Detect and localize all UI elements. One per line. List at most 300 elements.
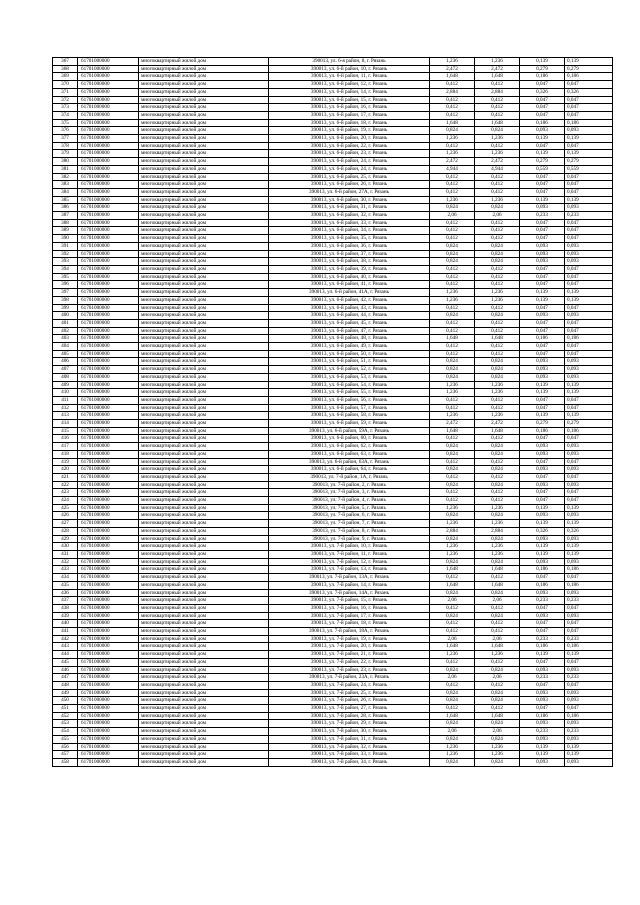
table-row [53, 543, 613, 551]
value-3-cell: 0,139 [520, 743, 565, 751]
value-1-cell: 0,412 [430, 396, 475, 404]
object-type-cell: многоквартирный жилой дом [139, 743, 269, 751]
address-cell: 390013, ул. 6-й район, 24, г. Рязань [269, 158, 430, 166]
oktmo-code-cell: 61701000000 [78, 58, 139, 66]
oktmo-code-cell: 61701000000 [78, 273, 139, 281]
oktmo-code-cell: 61701000000 [78, 304, 139, 312]
value-2-cell: 0,412 [475, 81, 520, 89]
oktmo-code-cell: 61701000000 [78, 604, 139, 612]
row-number-cell: 368 [53, 65, 78, 73]
value-2-cell: 0,412 [475, 658, 520, 666]
object-type-cell: многоквартирный жилой дом [139, 497, 269, 505]
oktmo-code-cell: 61701000000 [78, 173, 139, 181]
value-3-cell: 0,093 [520, 535, 565, 543]
value-2-cell: 0,412 [475, 304, 520, 312]
value-1-cell: 0,412 [430, 273, 475, 281]
address-cell: 390013, ул. 6-й район, 17, г. Рязань [269, 111, 430, 119]
value-3-cell: 0,047 [520, 489, 565, 497]
value-2-cell: 0,412 [475, 473, 520, 481]
value-3-cell: 0,093 [520, 589, 565, 597]
row-number-cell: 414 [53, 420, 78, 428]
value-1-cell: 0,412 [430, 343, 475, 351]
row-number-cell: 369 [53, 73, 78, 81]
table-row [53, 96, 613, 104]
value-3-cell: 0,186 [520, 566, 565, 574]
value-4-cell: 0,093 [565, 127, 613, 135]
row-number-cell: 408 [53, 373, 78, 381]
value-2-cell: 1,648 [475, 427, 520, 435]
value-3-cell: 0,326 [520, 88, 565, 96]
row-number-cell: 395 [53, 273, 78, 281]
table-row [53, 427, 613, 435]
row-number-cell: 458 [53, 758, 78, 766]
value-1-cell: 0,824 [430, 358, 475, 366]
object-type-cell: многоквартирный жилой дом [139, 427, 269, 435]
value-3-cell: 0,093 [520, 250, 565, 258]
value-1-cell: 1,648 [430, 712, 475, 720]
table-row [53, 589, 613, 597]
row-number-cell: 441 [53, 628, 78, 636]
address-cell: 390013, ул. 6-й район, 18, г. Рязань [269, 119, 430, 127]
object-type-cell: многоквартирный жилой дом [139, 73, 269, 81]
value-2-cell: 0,824 [475, 666, 520, 674]
address-cell: 390013, ул. 7-й район, 20, г. Рязань [269, 643, 430, 651]
oktmo-code-cell: 61701000000 [78, 373, 139, 381]
object-type-cell: многоквартирный жилой дом [139, 88, 269, 96]
object-type-cell: многоквартирный жилой дом [139, 150, 269, 158]
value-1-cell: 1,236 [430, 743, 475, 751]
oktmo-code-cell: 61701000000 [78, 574, 139, 582]
value-1-cell: 1,648 [430, 119, 475, 127]
oktmo-code-cell: 61701000000 [78, 281, 139, 289]
value-1-cell: 2,06 [430, 212, 475, 220]
object-type-cell: многоквартирный жилой дом [139, 250, 269, 258]
address-cell: 390013, ул. 7-й район, 12, г. Рязань [269, 558, 430, 566]
object-type-cell: многоквартирный жилой дом [139, 535, 269, 543]
row-number-cell: 383 [53, 181, 78, 189]
value-4-cell: 0,093 [565, 242, 613, 250]
row-number-cell: 415 [53, 427, 78, 435]
value-1-cell: 0,824 [430, 589, 475, 597]
value-3-cell: 0,186 [520, 73, 565, 81]
object-type-cell: многоквартирный жилой дом [139, 420, 269, 428]
row-number-cell: 450 [53, 697, 78, 705]
object-type-cell: многоквартирный жилой дом [139, 712, 269, 720]
address-cell: 390013, ул. 6-й район, 48, г. Рязань [269, 335, 430, 343]
object-type-cell: многоквартирный жилой дом [139, 281, 269, 289]
value-2-cell: 1,236 [475, 520, 520, 528]
value-3-cell: 0,186 [520, 335, 565, 343]
address-cell: 390013, ул. 7-й район, 23, г. Рязань [269, 666, 430, 674]
value-3-cell: 0,139 [520, 150, 565, 158]
value-2-cell: 0,824 [475, 127, 520, 135]
table-row [53, 504, 613, 512]
oktmo-code-cell: 61701000000 [78, 712, 139, 720]
value-1-cell: 0,412 [430, 181, 475, 189]
oktmo-code-cell: 61701000000 [78, 142, 139, 150]
row-number-cell: 455 [53, 735, 78, 743]
value-4-cell: 0,093 [565, 535, 613, 543]
value-4-cell: 0,093 [565, 612, 613, 620]
value-2-cell: 1,236 [475, 651, 520, 659]
table-row [53, 104, 613, 112]
oktmo-code-cell: 61701000000 [78, 81, 139, 89]
row-number-cell: 387 [53, 212, 78, 220]
table-row [53, 181, 613, 189]
value-3-cell: 0,093 [520, 366, 565, 374]
value-1-cell: 0,412 [430, 327, 475, 335]
value-3-cell: 0,139 [520, 296, 565, 304]
oktmo-code-cell: 61701000000 [78, 88, 139, 96]
value-4-cell: 0,186 [565, 119, 613, 127]
object-type-cell: многоквартирный жилой дом [139, 728, 269, 736]
row-number-cell: 417 [53, 443, 78, 451]
row-number-cell: 413 [53, 412, 78, 420]
object-type-cell: многоквартирный жилой дом [139, 158, 269, 166]
value-3-cell: 0,047 [520, 104, 565, 112]
row-number-cell: 423 [53, 489, 78, 497]
address-cell: 390013, ул. 7-й район, 31, г. Рязань [269, 735, 430, 743]
object-type-cell: многоквартирный жилой дом [139, 96, 269, 104]
value-2-cell: 1,236 [475, 751, 520, 759]
row-number-cell: 429 [53, 535, 78, 543]
value-3-cell: 0,186 [520, 712, 565, 720]
oktmo-code-cell: 61701000000 [78, 335, 139, 343]
oktmo-code-cell: 61701000000 [78, 265, 139, 273]
address-cell: 390013, ул. 6-й район, 35, г. Рязань [269, 235, 430, 243]
oktmo-code-cell: 61701000000 [78, 327, 139, 335]
value-1-cell: 0,412 [430, 319, 475, 327]
address-cell: 390013, ул. 6-й район, 58, г. Рязань [269, 412, 430, 420]
value-2-cell: 1,236 [475, 289, 520, 297]
value-2-cell: 0,412 [475, 265, 520, 273]
row-number-cell: 372 [53, 96, 78, 104]
value-3-cell: 0,559 [520, 165, 565, 173]
value-3-cell: 0,093 [520, 612, 565, 620]
value-1-cell: 0,824 [430, 258, 475, 266]
object-type-cell: многоквартирный жилой дом [139, 435, 269, 443]
row-number-cell: 451 [53, 705, 78, 713]
value-3-cell: 0,047 [520, 188, 565, 196]
row-number-cell: 374 [53, 111, 78, 119]
value-1-cell: 0,824 [430, 720, 475, 728]
oktmo-code-cell: 61701000000 [78, 635, 139, 643]
value-3-cell: 0,093 [520, 373, 565, 381]
value-1-cell: 0,412 [430, 96, 475, 104]
table-row [53, 473, 613, 481]
value-1-cell: 0,824 [430, 373, 475, 381]
value-1-cell: 0,412 [430, 188, 475, 196]
value-2-cell: 0,412 [475, 350, 520, 358]
value-3-cell: 0,047 [520, 435, 565, 443]
address-cell: 390013, ул. 6-й район, 19, г. Рязань [269, 127, 430, 135]
value-1-cell: 1,236 [430, 504, 475, 512]
oktmo-code-cell: 61701000000 [78, 566, 139, 574]
value-1-cell: 0,412 [430, 227, 475, 235]
address-cell: 390013, ул. 7-й район, 1А, г. Рязань [269, 473, 430, 481]
value-2-cell: 0,824 [475, 697, 520, 705]
value-4-cell: 0,047 [565, 281, 613, 289]
oktmo-code-cell: 61701000000 [78, 250, 139, 258]
object-type-cell: многоквартирный жилой дом [139, 258, 269, 266]
value-2-cell: 0,824 [475, 466, 520, 474]
value-2-cell: 0,412 [475, 96, 520, 104]
value-3-cell: 0,093 [520, 450, 565, 458]
object-type-cell: многоквартирный жилой дом [139, 574, 269, 582]
value-2-cell: 1,236 [475, 551, 520, 559]
value-4-cell: 0,047 [565, 235, 613, 243]
object-type-cell: многоквартирный жилой дом [139, 705, 269, 713]
value-4-cell: 0,139 [565, 150, 613, 158]
housing-table [52, 57, 613, 767]
value-3-cell: 0,047 [520, 327, 565, 335]
value-4-cell: 0,139 [565, 651, 613, 659]
value-4-cell: 0,326 [565, 527, 613, 535]
oktmo-code-cell: 61701000000 [78, 443, 139, 451]
value-3-cell: 0,047 [520, 273, 565, 281]
value-1-cell: 1,236 [430, 196, 475, 204]
value-2-cell: 0,824 [475, 373, 520, 381]
object-type-cell: многоквартирный жилой дом [139, 289, 269, 297]
oktmo-code-cell: 61701000000 [78, 420, 139, 428]
value-4-cell: 0,047 [565, 681, 613, 689]
table-row [53, 735, 613, 743]
address-cell: 390013, ул. 6-й район, 55, г. Рязань [269, 389, 430, 397]
address-cell: 390013, ул. 6-й район, 57, г. Рязань [269, 404, 430, 412]
value-2-cell: 1,648 [475, 73, 520, 81]
value-4-cell: 0,186 [565, 643, 613, 651]
value-1-cell: 0,412 [430, 111, 475, 119]
value-4-cell: 0,047 [565, 396, 613, 404]
value-4-cell: 0,093 [565, 450, 613, 458]
table-row [53, 188, 613, 196]
table-row [53, 58, 613, 66]
value-2-cell: 0,824 [475, 443, 520, 451]
value-4-cell: 0,093 [565, 758, 613, 766]
value-4-cell: 0,047 [565, 96, 613, 104]
value-3-cell: 0,139 [520, 412, 565, 420]
value-1-cell: 1,236 [430, 543, 475, 551]
object-type-cell: многоквартирный жилой дом [139, 165, 269, 173]
value-2-cell: 0,824 [475, 258, 520, 266]
row-number-cell: 428 [53, 527, 78, 535]
value-4-cell: 0,093 [565, 589, 613, 597]
address-cell: 390013, ул. 6-й район, 24, г. Рязань [269, 165, 430, 173]
address-cell: 390013, ул. 7-й район, 24, г. Рязань [269, 681, 430, 689]
table-row [53, 265, 613, 273]
row-number-cell: 403 [53, 335, 78, 343]
row-number-cell: 457 [53, 751, 78, 759]
value-3-cell: 0,047 [520, 396, 565, 404]
object-type-cell: многоквартирный жилой дом [139, 604, 269, 612]
value-1-cell: 0,824 [430, 735, 475, 743]
value-1-cell: 1,236 [430, 651, 475, 659]
value-1-cell: 1,236 [430, 135, 475, 143]
row-number-cell: 371 [53, 88, 78, 96]
row-number-cell: 452 [53, 712, 78, 720]
address-cell: 390013, ул. 6-й район, 64, г. Рязань [269, 466, 430, 474]
object-type-cell: многоквартирный жилой дом [139, 381, 269, 389]
row-number-cell: 373 [53, 104, 78, 112]
value-1-cell: 0,824 [430, 697, 475, 705]
object-type-cell: многоквартирный жилой дом [139, 697, 269, 705]
table-row [53, 435, 613, 443]
address-cell: 390013, ул. 7-й район, 34, г. Рязань [269, 758, 430, 766]
table-body [53, 58, 613, 767]
value-1-cell: 2,06 [430, 728, 475, 736]
table-row [53, 758, 613, 766]
value-2-cell: 2,06 [475, 728, 520, 736]
table-row [53, 273, 613, 281]
address-cell: 390013, ул. 6-й район, 45, г. Рязань [269, 319, 430, 327]
value-1-cell: 1,648 [430, 566, 475, 574]
value-2-cell: 0,412 [475, 681, 520, 689]
object-type-cell: многоквартирный жилой дом [139, 343, 269, 351]
value-2-cell: 0,412 [475, 343, 520, 351]
value-4-cell: 0,093 [565, 312, 613, 320]
table-row [53, 227, 613, 235]
value-1-cell: 1,236 [430, 520, 475, 528]
table-row [53, 705, 613, 713]
object-type-cell: многоквартирный жилой дом [139, 658, 269, 666]
table-row [53, 643, 613, 651]
value-2-cell: 1,236 [475, 389, 520, 397]
object-type-cell: многоквартирный жилой дом [139, 296, 269, 304]
value-3-cell: 0,047 [520, 343, 565, 351]
oktmo-code-cell: 61701000000 [78, 620, 139, 628]
row-number-cell: 389 [53, 227, 78, 235]
value-4-cell: 0,279 [565, 420, 613, 428]
oktmo-code-cell: 61701000000 [78, 427, 139, 435]
address-cell: 390013, ул. 6-й район, 53, г. Рязань [269, 373, 430, 381]
value-3-cell: 0,093 [520, 358, 565, 366]
object-type-cell: многоквартирный жилой дом [139, 81, 269, 89]
table-row [53, 212, 613, 220]
value-4-cell: 0,047 [565, 658, 613, 666]
oktmo-code-cell: 61701000000 [78, 481, 139, 489]
value-1-cell: 0,412 [430, 173, 475, 181]
oktmo-code-cell: 61701000000 [78, 689, 139, 697]
object-type-cell: многоквартирный жилой дом [139, 242, 269, 250]
address-cell: 390013, ул. 6-й район, 40, г. Рязань [269, 273, 430, 281]
value-1-cell: 0,412 [430, 628, 475, 636]
table-row [53, 119, 613, 127]
object-type-cell: многоквартирный жилой дом [139, 751, 269, 759]
value-4-cell: 0,047 [565, 219, 613, 227]
value-1-cell: 0,824 [430, 689, 475, 697]
value-3-cell: 0,186 [520, 643, 565, 651]
row-number-cell: 381 [53, 165, 78, 173]
object-type-cell: многоквартирный жилой дом [139, 597, 269, 605]
table-row [53, 396, 613, 404]
table-row [53, 235, 613, 243]
value-1-cell: 1,648 [430, 73, 475, 81]
value-4-cell: 0,093 [565, 558, 613, 566]
oktmo-code-cell: 61701000000 [78, 705, 139, 713]
row-number-cell: 394 [53, 265, 78, 273]
table-row [53, 689, 613, 697]
value-4-cell: 0,047 [565, 327, 613, 335]
oktmo-code-cell: 61701000000 [78, 343, 139, 351]
value-4-cell: 0,047 [565, 705, 613, 713]
oktmo-code-cell: 61701000000 [78, 628, 139, 636]
table-row [53, 728, 613, 736]
value-1-cell: 0,412 [430, 489, 475, 497]
row-number-cell: 384 [53, 188, 78, 196]
value-3-cell: 0,047 [520, 350, 565, 358]
address-cell: 390013, ул. 7-й район, 2, г. Рязань [269, 481, 430, 489]
address-cell: 390013, ул. 6-й район, 15, г. Рязань [269, 96, 430, 104]
value-4-cell: 0,139 [565, 381, 613, 389]
value-4-cell: 0,139 [565, 543, 613, 551]
table-row [53, 635, 613, 643]
table-row [53, 142, 613, 150]
row-number-cell: 418 [53, 450, 78, 458]
table-row [53, 751, 613, 759]
address-cell: 390013, ул. 7-й район, 10, г. Рязань [269, 543, 430, 551]
address-cell: 390013, ул. 6-й район, 23, г. Рязань [269, 150, 430, 158]
object-type-cell: многоквартирный жилой дом [139, 127, 269, 135]
object-type-cell: многоквартирный жилой дом [139, 181, 269, 189]
value-4-cell: 0,093 [565, 466, 613, 474]
row-number-cell: 396 [53, 281, 78, 289]
value-3-cell: 0,047 [520, 604, 565, 612]
address-cell: 390013, ул. 6-й район, 33, г. Рязань [269, 219, 430, 227]
value-4-cell: 0,186 [565, 335, 613, 343]
value-1-cell: 0,824 [430, 312, 475, 320]
value-4-cell: 0,047 [565, 628, 613, 636]
value-3-cell: 0,326 [520, 527, 565, 535]
value-4-cell: 0,047 [565, 304, 613, 312]
oktmo-code-cell: 61701000000 [78, 158, 139, 166]
value-2-cell: 1,648 [475, 119, 520, 127]
row-number-cell: 416 [53, 435, 78, 443]
row-number-cell: 435 [53, 581, 78, 589]
value-4-cell: 0,233 [565, 635, 613, 643]
oktmo-code-cell: 61701000000 [78, 589, 139, 597]
table-row [53, 466, 613, 474]
value-3-cell: 0,093 [520, 481, 565, 489]
table-row [53, 574, 613, 582]
row-number-cell: 390 [53, 235, 78, 243]
object-type-cell: многоквартирный жилой дом [139, 558, 269, 566]
address-cell: 390013, ул. 7-й район, 4, г. Рязань [269, 497, 430, 505]
row-number-cell: 392 [53, 250, 78, 258]
value-3-cell: 0,139 [520, 504, 565, 512]
value-3-cell: 0,233 [520, 597, 565, 605]
address-cell: 390013, ул. 7-й район, 17, г. Рязань [269, 612, 430, 620]
address-cell: 390013, ул. 6-й район, 63А, г. Рязань [269, 458, 430, 466]
row-number-cell: 426 [53, 512, 78, 520]
object-type-cell: многоквартирный жилой дом [139, 643, 269, 651]
value-4-cell: 0,093 [565, 373, 613, 381]
value-1-cell: 0,412 [430, 219, 475, 227]
value-4-cell: 0,047 [565, 188, 613, 196]
value-3-cell: 0,233 [520, 674, 565, 682]
row-number-cell: 456 [53, 743, 78, 751]
value-1-cell: 0,412 [430, 658, 475, 666]
value-4-cell: 0,279 [565, 158, 613, 166]
row-number-cell: 400 [53, 312, 78, 320]
value-3-cell: 0,093 [520, 720, 565, 728]
row-number-cell: 370 [53, 81, 78, 89]
object-type-cell: многоквартирный жилой дом [139, 350, 269, 358]
value-4-cell: 0,139 [565, 296, 613, 304]
value-2-cell: 1,236 [475, 543, 520, 551]
object-type-cell: многоквартирный жилой дом [139, 589, 269, 597]
row-number-cell: 421 [53, 473, 78, 481]
oktmo-code-cell: 61701000000 [78, 350, 139, 358]
